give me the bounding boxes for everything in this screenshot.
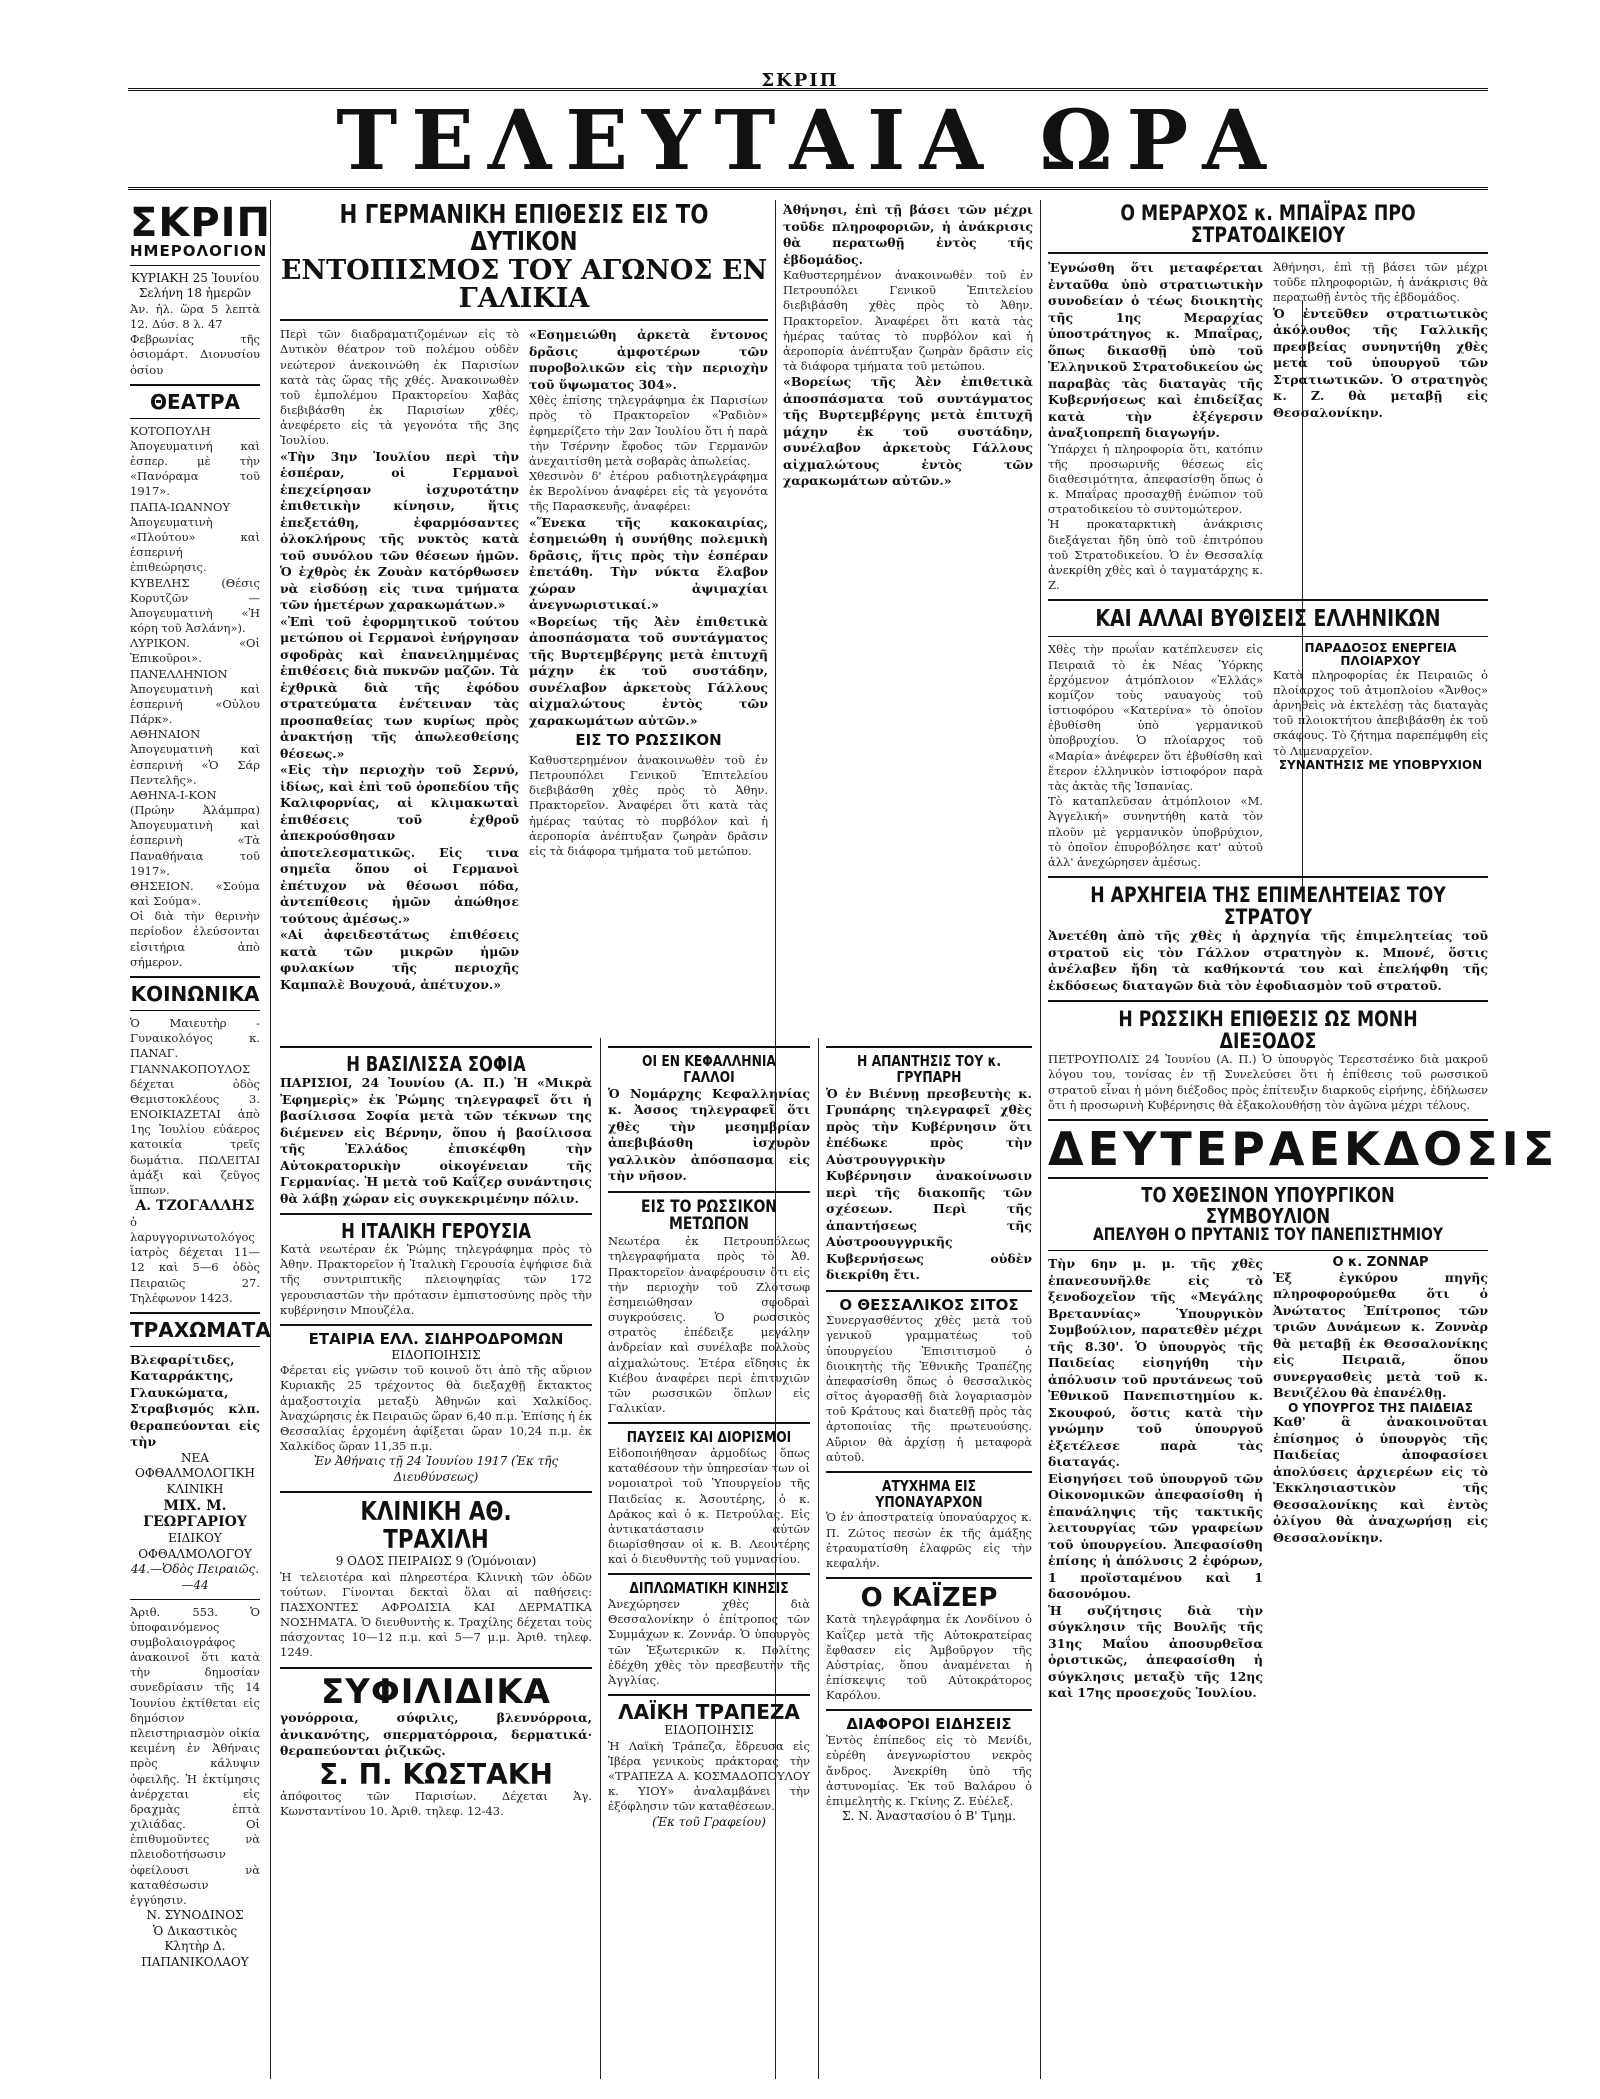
captain-headline: ΠΑΡΑΔΟΞΟΣ ΕΝΕΡΓΕΙΑ ΠΛΟΙΑΡΧΟΥ <box>1304 641 1457 669</box>
left-column <box>130 200 271 2079</box>
theatre-listing: ΠΑΝΕΛΛΗΝΙΟΝ Ἀπογευματινὴ καὶ ἑσπερινή «Οὐλου Πάρκ». <box>130 666 260 727</box>
trachoma-heading: ΤΡΑΧΩΜΑΤΑ <box>130 1317 271 1342</box>
upper-middle-stories <box>783 202 1033 1029</box>
column-rule <box>270 200 271 2079</box>
social-heading: ΚΟΙΝΩΝΙΚΑ <box>130 981 260 1006</box>
meraarchos-headline: Ο ΜΕΡΑΡΧΟΣ κ. ΜΠΑΪΡΑΣ ΠΡΟ ΣΤΡΑΤΟΔΙΚΕΙΟΥ <box>1120 201 1416 248</box>
story-paragraph: «Εσημειώθη ἀρκετὰ ἔντονος δρᾶσις ἀμφοτέρων τῶν πυροβολικῶν εἰς τὴν περιοχὴν τοῦ ὕψωματος 304». <box>529 327 768 392</box>
railway-subheading: ΕΙΔΟΠΟΙΗΣΙΣ <box>391 1347 481 1362</box>
theatre-listing: ΑΘΗΝΑΙΟΝ Ἀπογευματινὴ καὶ ἑσπερινή «Ὁ Σάρ Πεντελῆς». <box>130 727 260 787</box>
theatre-listing: ΚΥΒΕΛΗΣ (Θέσις Κορυτζῶν — Ἀπογευματινὴ «Ἡ κόρη τοῦ Ἀσλάνη»). <box>130 575 260 636</box>
cabinet-text: Εἰσηγήσει τοῦ ὑπουργοῦ τῶν Οἰκονομικῶν ἀπεφασίσθη ἡ ἐπανάληψις τῆς τακτικῆς λειτουργίας τῶν γραφείων τοῦ ὑπουργείου. Ἀπεφασίσθη ἐπίσης ἡ ἀπόλυσις 2 ἐφόρων, 1 προϊσταμένου καὶ 1 δασονόμου. <box>1048 1470 1263 1602</box>
story-paragraph: «Ἐπὶ τοῦ ἐφορμητικοῦ τούτου μετώπου οἱ Γερμανοὶ ἐνήργησαν σφοδρὰς καὶ ἐπανειλημμένας ἐπιθέσεις διὰ πυκνῶν μαζῶν. Τὰ ἐχθρικὰ διὰ τῆς ἐφόδου στρατεύματα ἐνέτειναν τὰς προσπαθείας των κυρίως πρὸς ἀνακτήσῃ τῆς ἀπωλεσθείσης θέσεως.» <box>280 613 519 761</box>
misc-news-headline: ΔΙΑΦΟΡΟΙ ΕΙΔΗΣΕΙΣ <box>846 1715 1012 1734</box>
wheat-headline: Ο ΘΕΣΣΑΛΙΚΟΣ ΣΙΤΟΣ <box>839 1295 1019 1314</box>
bank-text: Ἡ Λαϊκὴ Τράπεζα, ἔδρευσα εἰς Ἰβέρα γενικοὺς πράκτορας τὴν «ΤΡΑΠΕΖΑ Α. ΚΟΣΜΑΔΟΠΟΥΛΟΥ κ. ΥΙΟΥ» ἀναλαμβάνει τὴν ἐξόφλησιν τῶν καταθέσεων. <box>608 1738 810 1814</box>
greek-ships-text: Χθὲς τὴν πρωΐαν κατέπλευσεν εἰς Πειραιᾶ τὸ ἐκ Νέας Ὑόρκης ἐρχόμενον ἀτμόπλοιον «Ἑλλάς» κομίζον τοὺς ναυαγοὺς τοῦ ἱστιοφόρου «Κατερίνα» τὸ ὁποῖον ἐβυθίσθη ὑπὸ γερμανικοῦ ὑποβρυχίου. Ὁ πλοίαρχος τοῦ «Μαρία» ἀνέφερεν ὅτι ἐβυθίσθη καὶ ἕτερον ἑλληνικὸν ἱστιοφόρον παρὰ τὰς ἀκτὰς τῆς Ἱσπανίας. <box>1048 642 1263 793</box>
cabinet-text: Ἡ συζήτησις διὰ τὴν σύγκλησιν τῆς Βουλῆς τῆς 31ης Μαΐου ἀποσυρθεῖσα ὁριστικῶς, ἀπεφασίσθη ἡ σύγκλησις μεταξὺ τῆς 12ης καὶ 17ης προσεχοῦς Ἰουλίου. <box>1048 1602 1263 1701</box>
main-subheadline: ΕΝΤΟΠΙΣΜΟΣ ΤΟΥ ΑΓΩΝΟΣ ΕΝ ΓΑΛΙΚΙΑ <box>280 254 768 314</box>
story-paragraph: «Αἱ ἀφειδεστάτως ἐπιθέσεις κατὰ τῶν μικρῶν ἡμῶν φυλακίων τῆς περιοχῆς Καμπαλὲ Βουχουά, ἀπέτυχον.» <box>280 927 519 992</box>
legal-notice: Ἀριθ. 553. Ὁ ὑποφαινόμενος συμβολαιογράφος ἀνακοινοῖ ὅτι κατὰ τὴν δημοσίαν συνεδρίασιν τῆς 14 Ἰουνίου ἐκτίθεται εἰς δημόσιον πλειστηριασμὸν οἰκία κειμένη ἐν Ἀθήναις πρὸς κάλυψιν ὀφειλῆς. Ἡ ἐκτίμησις ἀνέρχεται εἰς δραχμὰς ἑπτὰ χιλιάδας. Οἱ ἐπιθυμοῦντες νὰ πλειοδοτήσωσιν ὀφείλουσι νὰ καταθέσωσιν ἐγγύησιν. <box>130 1604 260 1907</box>
column-rule <box>818 1038 819 2079</box>
syphilis-doctor: Σ. Π. ΚΩΣΤΑΚΗ <box>319 1757 553 1791</box>
story-paragraph: Ἀθήνησι, ἐπὶ τῇ βάσει τῶν μέχρι τοῦδε πληροφοριῶν, ἡ ἀνάκρισις θὰ περατωθῇ ἐντὸς τῆς ἑβδομάδος. <box>1273 260 1488 305</box>
kaiser-text: Κατὰ τηλεγράφημα ἐκ Λονδίνου ὁ Καΐζερ μετὰ τῆς Αὐτοκρατείρας ἔφθασεν εἰς Ἀμβοῦργον τῆς Αὐστρίας, ὅπου ἀναμένεται ἡ ἐπίσκεψις τοῦ Αὐτοκράτορος Καρόλου. <box>826 1612 1032 1703</box>
submarine-text: Τὸ καταπλεῦσαν ἀτμόπλοιον «Μ. Ἀγγελική» συνηντήθη κατὰ τὸν πλοῦν μὲ γερμανικὸν ὑποβρύχιον, τὸ ὁποῖον ἐπυροβόλησε κατ' αὐτοῦ ἀλλ' ἀνεχώρησεν ἀμέσως. <box>1048 794 1263 869</box>
second-edition-headline: ΔΕΥΤΕΡΑΕΚΔΟΣΙΣ <box>1048 1121 1559 1176</box>
story-paragraph: «Ἕνεκα τῆς κακοκαιρίας, ἐσημειώθη ἡ συνήθης πολεμικὴ δρᾶσις, ἥτις πρὸς τὴν ἑσπέραν ἐπετάθη. Τὴν νύκτα ἔλαβον χώραν ἀψιμαχίαι ἀνεγνωριστικαί.» <box>529 514 768 613</box>
paper-logo: ΣΚΡΙΠ <box>130 200 271 246</box>
queen-headline: Η ΒΑΣΙΛΙΣΣΑ ΣΟΦΙΑ <box>346 1052 526 1076</box>
cabinet-text: Τὴν 6ην μ. μ. τῆς χθὲς ἐπανεσυνῆλθε εἰς τὸ ξενοδοχεῖον τῆς «Μεγάλης Βρεταννίας» Ὑπουργικὸν Συμβούλιον, παρατεθὲν μέχρι τῆς 8.30'. Ὁ ὑπουργὸς τῆς Παιδείας εἰσηγήθη τὴν ἀπόλυσιν τοῦ πρυτάνεως τοῦ Ἐθνικοῦ Πανεπιστημίου κ. Σκουφού, ὅστις κατὰ τὴν γνώμην τοῦ ὑπουργοῦ ἐξετέλεσε παρὰ τὰς διαταγάς. <box>1048 1256 1263 1470</box>
masthead-top-label: ΣΚΡΙΠ <box>761 70 839 91</box>
story-paragraph: Ἀθήνησι, ἐπὶ τῇ βάσει τῶν μέχρι τοῦδε πληροφοριῶν, ἡ ἀνάκρισις θὰ περατωθῇ ἐντὸς τῆς ἑβδομάδος. <box>783 202 1033 267</box>
diplomatic-headline: ΔΙΠΛΩΜΑΤΙΚΗ ΚΙΝΗΣΙΣ <box>629 1579 789 1598</box>
russia-offensive-text: ΠΕΤΡΟΥΠΟΛΙΣ 24 Ἰουνίου (Α. Π.) Ὁ ὑπουργὸς Τερεστσένκο διὰ μακροῦ λόγου του, τονίσας ἐν τῇ Συνελεύσει ὅτι ἡ ἐπίθεσις τοῦ ρωσσικοῦ στρατοῦ εἶναι ἡ μόνη διέξοδος πρὸς ἐπίτευξιν διαρκοῦς εἰρήνης, ἐδήλωσεν ὅτι ἡ προσωρινὴ Κυβέρνησις θὰ ἐξακολουθήσῃ τὸν ἀγῶνα μέχρι τέλους. <box>1048 1052 1488 1112</box>
middle-lower-stories <box>608 1040 810 2079</box>
submarine-headline: ΣΥΝΑΝΤΗΣΙΣ ΜΕ ΥΠΟΒΡΥΧΙΟΝ <box>1278 757 1483 772</box>
syphilis-address: ἀπόφοιτος τῶν Παρισίων. Δέχεται Ἀγ. Κωνσταντίνου 10. Ἀριθ. τηλεφ. 12-43. <box>280 1789 592 1819</box>
story-paragraph: Περὶ τῶν διαδραματιζομένων εἰς τὸ Δυτικὸν θέατρον τοῦ πολέμου οὐδὲν νεώτερον ἀνεκοινώθη ἐκ Παρισίων κατὰ τὰς ὥρας τῆς χθές. Ἀνακοινωθὲν τοῦ ἐμπολέμου Πρακτορείου Χαβὰς διεβιβάσθη ἐκ Παρισίων χθές, ἀνεφέρετο εἰς τὰ γεγονότα τῆς 3ης Ἰουλίου. <box>280 327 519 448</box>
right-column <box>1048 201 1559 2079</box>
grypari-text: Ὁ ἐν Βιέννῃ πρεσβευτὴς κ. Γρυπάρης τηλεγραφεῖ χθὲς πρὸς τὴν Κυβέρνησιν ὅτι ἐπέδωκε πρὸς τὴν Αὐστρουγγρικὴν Κυβέρνησιν ἀνακοίνωσιν περὶ τῆς διακοπῆς τῶν σχέσεων. Περὶ τῆς ἀπαντήσεως τῆς Αὐστροουγγρικῆς Κυβερνήσεως οὐδὲν διεκρίθη ἔτι. <box>826 1085 1032 1282</box>
cabinet-headline: ΤΟ ΧΘΕΣΙΝΟΝ ΥΠΟΥΡΓΙΚΟΝ ΣΥΜΒΟΥΛΙΟΝ <box>1141 1183 1395 1229</box>
russian-front-subheading: ΕΙΣ ΤΟ ΡΩΣΣΙΚΟΝ <box>575 731 722 750</box>
gauls-headline: ΟΙ ΕΝ ΚΕΦΑΛΛΗΝΙΑ ΓΑΛΛΟΙ <box>642 1052 776 1086</box>
story-paragraph: Ὑπάρχει ἡ πληροφορία ὅτι, κατόπιν τῆς προσωρινῆς θέσεως εἰς διαθεσιμότητα, ἀπεφασίσθη ὅπως ὁ κ. Μπαΐρας προσαχθῇ ἐνώπιον τοῦ στρατοδικείου τὸ συντομώτερον. <box>1048 441 1263 517</box>
theatre-listing: ΛΥΡΙΚΟΝ. «Οἱ Ἐπικοῦροι». <box>130 636 260 666</box>
syphilis-headline: ΣΥΦΙΛΙΔΙΚΑ <box>321 1671 551 1712</box>
greek-ships-headline: ΚΑΙ ΑΛΛΑΙ ΒΥΘΙΣΕΙΣ ΕΛΛΗΝΙΚΩΝ <box>1095 606 1441 633</box>
trachoma-text: Βλεφαρίτιδες, Καταρράκτης, Γλαυκώματα, Στραβισμός κλπ. θεραπεύονται εἰς τὴν <box>130 1351 260 1450</box>
cabinet-subheadline: ΑΠΕΛΥΘΗ Ο ΠΡΥΤΑΝΙΣ ΤΟΥ ΠΑΝΕΠΙΣΤΗΜΙΟΥ <box>1093 1225 1443 1246</box>
clinic-name: ΝΕΑ ΟΦΘΑΛΜΟΛΟΓΙΚΗ ΚΛΙΝΙΚΗ <box>135 1450 255 1497</box>
kaiser-headline: Ο ΚΑΪΖΕΡ <box>860 1583 998 1614</box>
senate-text: Κατὰ νεωτέραν ἐκ Ῥώμης τηλεγράφημα πρὸς τὸ Ἀθην. Πρακτορεῖον ἡ Ἰταλικὴ Γερουσία ἐψήφισε διὰ τῆς συντριπτικῆς πλειοψηφίας τῶν 172 γερουσιαστῶν τὴν πρότασιν ἐμπιστοσύνης πρὸς τὴν κυβέρνησιν Μπουζέλα. <box>280 1242 592 1317</box>
story-paragraph: Χθεσινὸν δ' ἐτέρου ραδιοτηλεγράφημα ἐκ Βερολίνου ἀναφέρει εἰς τὰ γεγονότα τῆς Παρασκευῆς, ἀναφέρει: <box>529 469 768 514</box>
column-rule <box>600 1038 601 2079</box>
theatre-listing: ΠΑΠΑ-ΙΩΑΝΝΟΥ Ἀπογευματινὴ «Πλούτου» καὶ ἑσπερινή ἐπιθεώρησις. <box>130 499 260 575</box>
zonnar-text: Ἐξ ἐγκύρου πηγῆς πληροφορούμεθα ὅτι ὁ Ἀνώτατος Ἐπίτροπος τῶν τριῶν Δυνάμεων κ. Ζοννὰρ θὰ μεταβῇ ἐκ Θεσσαλονίκης εἰς Πειραιᾶ, ὅπου συνεργασθεὶς μετὰ τοῦ κ. Βενιζέλου θὰ ἐπανέλθῃ. <box>1273 1269 1488 1401</box>
gauls-text: Ὁ Νομάρχης Κεφαλληνίας κ. Ἀσσος τηλεγραφεῖ ὅτι χθὲς τὴν μεσημβρίαν ἀπεβιβάσθη ἰσχυρὸν γαλλικὸν ἀπόσπασμα εἰς τὴν νῆσον. <box>608 1085 810 1183</box>
main-headline: Η ΓΕΡΜΑΝΙΚΗ ΕΠΙΘΕΣΙΣ ΕΙΣ ΤΟ ΔΥΤΙΚΟΝ <box>339 200 709 258</box>
calendar-title: ΗΜΕΡΟΛΟΓΙΟΝ <box>130 242 268 260</box>
theatres-note: Οἱ διὰ τὴν θερινὴν περίοδον ἐλεύσονται εἰσιτήρια ἀπὸ σήμερον. <box>130 909 260 969</box>
theatre-listing: ΘΗΣΕΙΟΝ. «Σούμα καὶ Σούμα». <box>130 878 260 909</box>
zonnar-headline: Ο κ. ΖΟΝΝΑΡ <box>1332 1255 1429 1271</box>
theatres-heading: ΘΕΑΤΡΑ <box>150 389 240 414</box>
story-paragraph: Καθυστερημένον ἀνακοινωθὲν τοῦ ἐν Πετρουπόλει Γενικοῦ Ἐπιτελείου διεβιβάσθη χθὲς πρὸς τὸ Ἀθην. Πρακτορεῖον. Ἀναφέρει ὅτι κατὰ τὰς ἡμέρας ταύτας τὸ πυρβόλον καὶ ἡ ἀεροπορία ἀνέπτυξαν ζωηρὰν δρᾶσιν εἰς τὰ διάφορα τμήματα τοῦ μετώπου. <box>783 268 1033 374</box>
clinic2-headline: ΚΛΙΝΙΚΗ ΑΘ. ΤΡΑΧΙΛΗ <box>360 1497 512 1555</box>
calendar-moon: Σελήνη 18 ἡμερῶν <box>138 286 252 301</box>
story-paragraph: «Βορείως τῆς Ἀὲν ἐπιθετικὰ ἀποσπάσματα τοῦ συντάγματος τῆς Βυρτεμβέργης μετὰ ἐπιτυχῆ μάχην ἐκ τοῦ συστάδην, συνέλαβον ἀρκετοὺς Γάλλους αἰχμαλώτους ἐντὸς τῶν χαρακωμάτων αὐτῶν.» <box>529 613 768 728</box>
story-paragraph: Ἡ προκαταρκτικὴ ἀνάκρισις διεξάγεται ἤδη ὑπὸ τοῦ ἐπιτρόπου τοῦ Στρατοδικείου. Ὁ ἐν Θεσσαλίᾳ ἀνεκρίθη χθὲς καὶ ὁ ταγματάρχης κ. Ζ. <box>1048 517 1263 593</box>
misc-news-text: Ἐντὸς ἐπίπεδος εἰς τὸ Μενίδι, εὑρέθη ἀνεγνωρίστου νεκρὸς ἄνδρος. Ἀνεκρίθη ὑπὸ τῆς ἀστυνομίας. Ἐκ τοῦ Βαλάρου ὁ ἐπιμελητὴς κ. Γκίνης Ζ. Εὐέλεξ. <box>826 1733 1032 1808</box>
clinic2-text: Ἡ τελειοτέρα καὶ πληρεστέρα Κλινικὴ τῶν ὁδῶν τούτων. Γίνονται δεκταὶ ὅλαι αἱ παθήσεις: ΠΑΣΧΟΝΤΕΣ ΑΦΡΟΔΙΣΙΑ ΚΑΙ ΔΕΡΜΑΤΙΚΑ ΝΟΣΗΜΑΤΑ. Ὁ διευθυντὴς κ. Τραχίλης δέχεται τοὺς πάσχοντας 10—12 π.μ. καὶ 5—7 μ.μ. Ἀριθ. τηλεφ. 1249. <box>280 1569 592 1660</box>
russian-front-text: Νεωτέρα ἐκ Πετρουπόλεως τηλεγραφήματα πρὸς τὸ Ἀθ. Πρακτορεῖον ἀναφέρουσιν ὅτι εἰς τὴν περιοχὴν τοῦ Ζλότσωφ ἐσημειώθησαν σφοδραὶ συγκρούσεις. Ὁ ρωσσικὸς στρατὸς ἐπέδειξε μεγάλην ἀνδρείαν καὶ συνέλαβε πολλοὺς αἰχμαλώτους. Ἑτέρα εἴδησις ἐκ Κιέβου ἀναφέρει περὶ ἐπιτυχιῶν τῶν ρωσσικῶν ὅπλων εἰς Γαλικίαν. <box>608 1234 810 1416</box>
story-paragraph: «Εἰς τὴν περιοχὴν τοῦ Σερνύ, ἰδίως, καὶ ἐπὶ τοῦ ὀροπεδίου τῆς Καλιφορνίας, αἱ κλιμακωταὶ ἐπιθέσεις τοῦ ἐχθροῦ ἀπεκρούσθησαν ἀποτελεσματικῶς. Εἰς τινα σημεῖα ὅπου οἱ Γερμανοὶ ἐπέτυχον νὰ θέσωσι πόδα, ἀντεπίθεσις ἡμῶν ἀπώθησε τούτους ἀμέσως.» <box>280 762 519 926</box>
supply-headline: Η ΑΡΧΗΓΕΙΑ ΤΗΣ ΕΠΙΜΕΛΗΤΕΙΑΣ ΤΟΥ ΣΤΡΑΤΟΥ <box>1090 883 1446 930</box>
senate-headline: Η ΙΤΑΛΙΚΗ ΓΕΡΟΥΣΙΑ <box>341 1219 531 1243</box>
theatre-listing: ΚΟΤΟΠΟΥΛΗ Ἀπογευματινή καὶ ἑσπερ. μὲ τὴν «Πανόραμα τοῦ 1917». <box>130 423 260 499</box>
masthead-title: ΤΕΛΕΥΤΑΙΑ ΩΡΑ <box>336 93 1280 189</box>
main-story <box>280 202 768 1029</box>
clinic2-address: 9 ΟΔΟΣ ΠΕΙΡΑΙΩΣ 9 (Ὁμόνοιαν) <box>335 1554 537 1569</box>
accident-headline: ΑΤΥΧΗΜΑ ΕΙΣ ΥΠΟΝΑΥΑΡΧΟΝ <box>875 1476 983 1511</box>
clinic-doctor: ΜΙΧ. Μ. ΓΕΩΡΓΑΡΙΟΥ <box>143 1497 247 1531</box>
doctor-note: ὁ λαρυγγορινωτολόγος ἰατρὸς δέχεται 11—12 καὶ 5—6 ὁδὸς Πειραιῶς 27. Τηλέφωνον 1423. <box>130 1214 260 1305</box>
story-paragraph: «Βορείως τῆς Ἀὲν ἐπιθετικὰ ἀποσπάσματα τοῦ συντάγματος τῆς Βυρτεμβέργης μετὰ ἐπιτυχῆ μάχην ἐκ τοῦ συστάδην, συνέλαβον ἀρκετοὺς Γάλλους αἰχμαλώτους ἐντὸς τῶν χαρακωμάτων αὐτῶν.» <box>783 374 1033 489</box>
supply-text: Ἀνετέθη ἀπὸ τῆς χθὲς ἡ ἀρχηγία τῆς ἐπιμελητείας τοῦ στρατοῦ εἰς τὸν Γάλλον στρατηγὸν κ. Μπονέ, ὅστις ἀνέλαβεν ἤδη τὰ καθήκοντά του καὶ ἐπελήφθη τῆς ἐκδόσεως διαταγῶν διὰ τὸν ἐφοδιασμὸν τοῦ στρατοῦ. <box>1048 928 1488 993</box>
appointments-headline: ΠΑΥΣΕΙΣ ΚΑΙ ΔΙΟΡΙΣΜΟΙ <box>626 1428 792 1447</box>
syphilis-text: γονόρροια, σύφιλις, βλεννόρροια, ἀνικανότης, σπερματόρροια, δερματικά· θεραπεύονται ῥιζικῶς. <box>280 1710 592 1759</box>
clinic-address: 44.—Ὁδὸς Πειραιῶς.—44 <box>130 1562 260 1593</box>
social-text: Ὁ Μαιευτὴρ - Γυναικολόγος κ. ΠΑΝΑΓ. ΓΙΑΝΝΑΚΟΠΟΥΛΟΣ δέχεται ὁδὸς Θεμιστοκλέους 3. ΕΝΟΙΚΙΑΖΕΤΑΙ ἀπὸ 1ης Ἰουλίου εὐάερος κατοικία τρεῖς δωμάτια. ΠΩΛΕΙΤΑΙ ἀμάξι καὶ ζεῦγος ἵππων. <box>130 1015 260 1197</box>
misc-news-signature: Σ. Ν. Ἀναστασίου ὁ Β' Τμημ. <box>841 1809 1017 1824</box>
queen-text: ΠΑΡΙΣΙΟΙ, 24 Ἰουνίου (Α. Π.) Ἡ «Μικρὰ Ἐφημερὶς» ἐκ Ῥώμης τηλεγραφεῖ ὅτι ἡ βασίλισσα Σοφία μετὰ τῶν τέκνων της διέμενεν εἰς Βέρνην, ὅπου ἡ βασίλισσα τῆς Ἑλλάδος ἐπισκέφθη τὴν Αὐτοκρατορικὴν οἰκογένειαν τῆς Γερμανίας. Ἡ μετὰ τοῦ Καΐζερ συνάντησις θὰ λάβῃ χώραν εἰς συγκεκριμένην πόλιν. <box>280 1075 592 1206</box>
story-paragraph: Καθυστερημένον ἀνακοινωθὲν τοῦ ἐν Πετρουπόλει Γενικοῦ Ἐπιτελείου διεβιβάσθη χθὲς πρὸς τὸ Ἀθην. Πρακτορεῖον. Ἀναφέρει ὅτι κατὰ τὰς ἡμέρας ταύτας τὸ πυρβόλον καὶ ἡ ἀεροπορία ἀνέπτυξαν ζωηρὰν δρᾶσιν εἰς τὰ διάφορα τμήματα τοῦ μετώπου. <box>529 752 768 858</box>
diplomatic-text: Ἀνεχώρησεν χθὲς διὰ Θεσσαλονίκην ὁ ἐπίτροπος τῶν Συμμάχων κ. Ζοννάρ. Ὁ ὑπουργὸς τῶν Ἐξωτερικῶν κ. Πολίτης ἐδέχθη χθὲς τὸν πρεσβευτὴν τῆς Ἀγγλίας. <box>608 1597 810 1687</box>
story-paragraph: Χθὲς ἐπίσης τηλεγράφημα ἐκ Παρισίων πρὸς τὸ Πρακτορεῖον «Ῥαδιὸν» ἐφημερίζετο τὴν 2αν Ἰουλίου ὅτι ἡ παρὰ τὴν Τσέρνην ἔφοδος τῶν Γερμανῶν ἀνεχαιτίσθη μετὰ σοβαρὰς ἀπωλείας. <box>529 393 768 468</box>
story-paragraph: Ἐγνώσθη ὅτι μεταφέρεται ἐνταῦθα ὑπὸ στρατιωτικὴν συνοδείαν ὁ τέως διοικητὴς τῆς 1ης Μεραρχίας ὑποστράτηγος κ. Μπαΐρας, ὅπως δικασθῇ ὑπὸ τοῦ Ἑλληνικοῦ Στρατοδικείου ὡς παραβὰς τὰς διαταγὰς τῆς Κυβερνήσεως καὶ ἐπιδείξας κατὰ τὴν ἐξέγερσιν ἀναξιοπρεπῆ διαγωγήν. <box>1048 260 1263 441</box>
captain-text: Κατὰ πληροφορίας ἐκ Πειραιῶς ὁ πλοίαρχος τοῦ ἀτμοπλοίου «Ἄνθος» ἀρνηθεὶς νὰ ἐκτελέσῃ τὰς διαταγὰς τοῦ πλοιοκτήτου ἀπεβιβάσθη ἐκ τοῦ σκάφους. Τὸ ζήτημα παρεπέμφθη εἰς τὸ Λιμεναρχεῖον. <box>1273 667 1488 758</box>
center-right-stories <box>826 1040 1032 2079</box>
column-rule <box>1040 200 1041 2079</box>
grypari-headline: Η ΑΠΑΝΤΗΣΙΣ ΤΟΥ κ. ΓΡΥΠΑΡΗ <box>856 1052 1001 1086</box>
theatre-listing: ΑΘΗΝΑ-Ι-ΚΟΝ (Πρώην Ἀλάμπρα) Ἀπογευματινὴ καὶ ἑσπερινὴ «Τὰ Παναθήναια τοῦ 1917». <box>130 787 260 878</box>
bank-headline: ΛΑΪΚΗ ΤΡΑΠΕΖΑ <box>618 1700 800 1725</box>
appointments-text: Εἰδοποιήθησαν ἀρμοδίως ὅπως καταθέσουν τὴν ὑπηρεσίαν των οἱ νομοιατροὶ τοῦ Ὑπουργείου τῆς Παιδείας κ. Ἀσουτέρης, ὁ κ. Δράκος καὶ ὁ κ. Πετρούλας. Εἰς ἀντικατάστασιν αὐτῶν διωρίσθησαν οἱ κ. Β. Λεουτέρης καὶ ὁ διευθυντὴς τοῦ γυμνασίου. <box>608 1446 810 1567</box>
russian-front-headline: ΕΙΣ ΤΟ ΡΩΣΣΙΚΟΝ ΜΕΤΩΠΟΝ <box>641 1196 777 1235</box>
lower-left-stories <box>280 1040 592 2079</box>
bank-subheading: ΕΙΔΟΠΟΙΗΣΙΣ <box>664 1723 754 1738</box>
calendar-sun: Ἀν. ἡλ. ὥρα 5 λεπτὰ 12. Δύσ. 8 λ. 47 <box>130 301 260 332</box>
railway-headline: ΕΤΑΙΡΙΑ ΕΛΛ. ΣΙΔΗΡΟΔΡΟΜΩΝ <box>308 1329 564 1348</box>
wheat-text: Συνεργασθέντος χθὲς μετὰ τοῦ γενικοῦ γραμματέως τοῦ ὑπουργείου Ἐπισιτισμοῦ ὁ διοικητὴς τῆς Ἐθνικῆς Τραπέζης ἀπεφασίσθη ὅπως ὁ θεσσαλικὸς σῖτος ἀγορασθῇ διὰ λογαριασμὸν τοῦ Κράτους καὶ διατεθῇ πρὸς τὰς ἀρτοποιίας τῆς πρωτευούσης. Αὔριον θὰ ἀρχίσῃ ἡ μεταφορὰ αὐτοῦ. <box>826 1313 1032 1464</box>
story-paragraph: Ὁ ἐντεῦθεν στρατιωτικὸς ἀκόλουθος τῆς Γαλλικῆς πρεσβείας συνηντήθη χθὲς μετὰ τοῦ ὑπουργοῦ τῶν Στρατιωτικῶν. Ὁ στρατηγὸς κ. Ζ. θὰ μεταβῇ εἰς Θεσσαλονίκην. <box>1273 305 1488 420</box>
railway-signature: Ἐν Ἀθήναις τῇ 24 Ἰουνίου 1917 (Ἐκ τῆς Διευθύνσεως) <box>313 1454 559 1484</box>
russia-offensive-headline: Η ΡΩΣΣΙΚΗ ΕΠΙΘΕΣΙΣ ΩΣ ΜΟΝΗ ΔΙΕΞΟΔΟΣ <box>1118 1007 1418 1054</box>
notice-signature: Ν. ΣΥΝΟΔΙΝΟΣ <box>146 1908 244 1923</box>
doctor-name: Α. ΤΖΟΓΑΛΛΗΣ <box>135 1198 255 1215</box>
calendar-saints: Φεβρωνίας τῆς ὁσιομάρτ. Διονυσίου ὁσίου <box>130 332 260 377</box>
calendar-date: ΚΥΡΙΑΚΗ 25 Ἰουνίου <box>131 270 259 285</box>
clinic-subtitle: ΕΙΔΙΚΟΥ ΟΦΘΑΛΜΟΛΟΓΟΥ <box>138 1531 252 1561</box>
bank-signature: (Ἐκ τοῦ Γραφείου) <box>652 1814 766 1829</box>
railway-text: Φέρεται εἰς γνῶσιν τοῦ κοινοῦ ὅτι ἀπὸ τῆς αὔριον Κυριακῆς 25 τρέχοντος θὰ διεξαχθῇ ἔκτακτος ἁμαξοστοιχία μεταξὺ Ἀθηνῶν καὶ Χαλκίδος. Ἀναχώρησις ἐκ Πειραιῶς ὥραν 6,40 π.μ. Ἐπίσης ἡ ἐκ Θεσσαλίας ἐρχομένη ἀφίξεται ὥραν 10,24 π.μ. ἐκ Χαλκίδος ὥραν 11,35 π.μ. <box>280 1363 592 1454</box>
story-paragraph: «Τὴν 3ην Ἰουλίου περὶ τὴν ἑσπέραν, οἱ Γερμανοὶ ἐπεχείρησαν ἰσχυροτάτην ἐπιθετικὴν κίνησιν, ἥτις ἐπεξετάθη, ἐφαρμόσαντες ὁλοκλήρους τῆς νυκτὸς κατὰ τοῦ συνόλου τῶν θέσεων ἡμῶν. Ὁ ἐχθρὸς ἐκ Ζουὰν κατόρθωσεν νὰ εἰσδύσῃ εἰς τινα τμήματα τῶν ἡμετέρων χαρακωμάτων.» <box>280 448 519 613</box>
education-headline: Ο ΥΠΟΥΡΓΟΣ ΤΗΣ ΠΑΙΔΕΙΑΣ <box>1288 1400 1473 1415</box>
education-text: Καθ' ἃ ἀνακοινοῦται ἐπίσημος ὁ ὑπουργὸς τῆς Παιδείας ἀποφασίσει ἀπολύσεις ἀρχιερέων εἰς τὸ Ἐκκλησιαστικὸν τῆς Θεσσαλονίκης καὶ ἐντὸς ὀλίγου θὰ ἀναχωρήσῃ εἰς Θεσσαλονίκην. <box>1273 1414 1488 1545</box>
notice-signature-2: Ὁ Δικαστικὸς Κλητὴρ Δ. ΠΑΠΑΝΙΚΟΛΑΟΥ <box>141 1923 249 1969</box>
accident-text: Ὁ ἐν ἀποστρατείᾳ ὑποναύαρχος κ. Π. Ζώτος πεσὼν ἐκ τῆς ἁμάξης ἐτραυματίσθη ἐλαφρῶς εἰς τὴν κεφαλήν. <box>826 1510 1032 1570</box>
